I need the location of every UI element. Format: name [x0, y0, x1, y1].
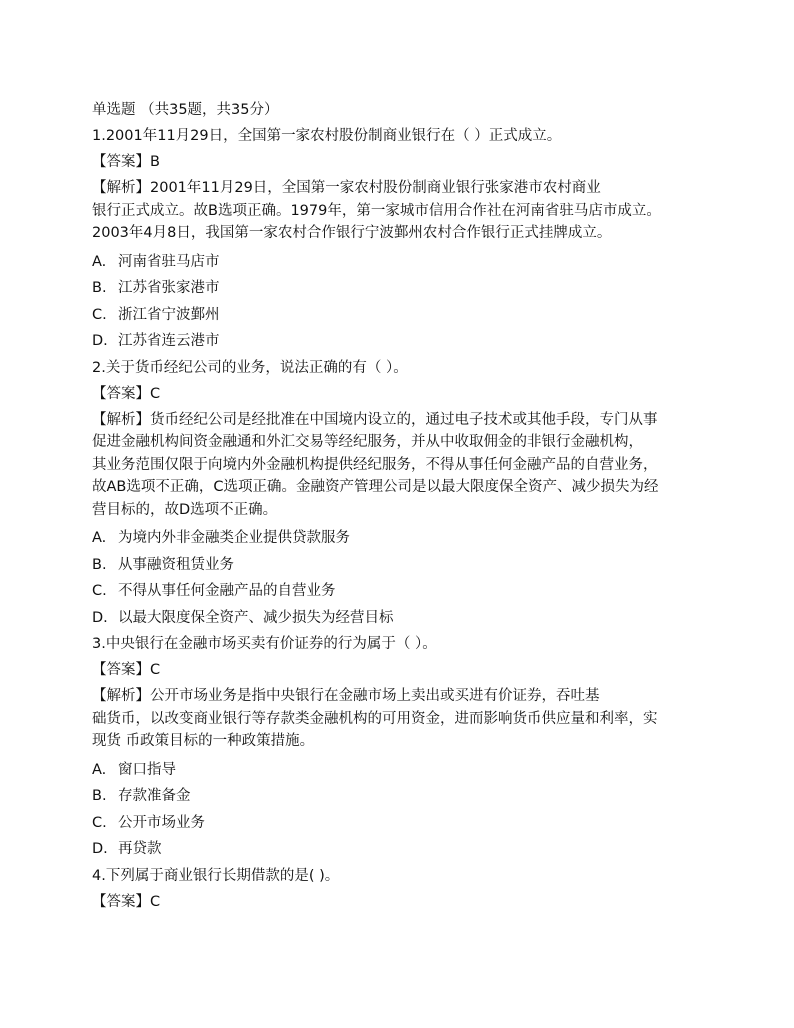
option-a	[92, 757, 712, 784]
answer-value: C	[150, 662, 161, 678]
option-a	[92, 249, 712, 276]
answer-line	[92, 657, 712, 683]
option-letter: B.	[92, 556, 107, 573]
answer-line	[92, 889, 712, 915]
option-text: 不得从事任何金融产品的自营业务	[118, 583, 336, 599]
option-letter: D.	[92, 841, 108, 857]
question-stem: 4.下列属于商业银行长期借款的是( )。	[92, 867, 340, 884]
question-stem: 3.中央银行在金融市场买卖有价证券的行为属于（ ）。	[92, 636, 437, 652]
answer-value: B	[150, 154, 160, 170]
analysis-line: 【解析】货币经纪公司是经批准在中国境内设立的，通过电子技术或其他手段，专门从事	[92, 411, 658, 428]
option-c	[92, 810, 712, 837]
analysis-line: 现货 币政策目标的一种政策措施。	[92, 733, 315, 749]
option-letter: A.	[92, 761, 107, 778]
answer-tag: 【答案】	[92, 662, 150, 678]
option-letter: D.	[92, 609, 108, 626]
analysis-line: 故AB选项不正确，C选项正确。金融资产管理公司是以最大限度保全资产、减少损失为经	[92, 479, 659, 495]
answer-tag: 【答案】	[92, 893, 150, 910]
analysis-line: 2003年4月8日，我国第一家农村合作银行宁波鄞州农村合作银行正式挂牌成立。	[92, 225, 612, 241]
answer-tag: 【答案】	[92, 385, 150, 402]
option-letter: C.	[92, 583, 107, 599]
answer-value: C	[150, 385, 161, 402]
analysis-block	[92, 683, 712, 757]
option-b	[92, 783, 712, 810]
option-letter: D.	[92, 333, 108, 349]
analysis-line: 银行正式成立。故B选项正确。1979年，第一家城市信用合作社在河南省驻马店市成立。	[92, 202, 661, 219]
analysis-tag: 【解析】	[92, 180, 150, 196]
option-d	[92, 836, 712, 863]
analysis-line: 营目标的，故D选项不正确。	[92, 501, 278, 518]
document-page	[92, 97, 712, 915]
analysis-line: 【解析】公开市场业务是指中央银行在金融市场上卖出或买进有价证券，吞吐基	[92, 688, 600, 704]
analysis-line: 础货币，以改变商业银行等存款类金融机构的可用资金，进而影响货币供应量和利率，实	[92, 710, 658, 727]
option-text: 窗口指导	[118, 761, 176, 778]
option-text: 河南省驻马店市	[118, 253, 220, 270]
option-text: 江苏省张家港市	[118, 280, 220, 296]
option-c	[92, 302, 712, 329]
option-b	[92, 552, 712, 579]
analysis-tag: 【解析】	[92, 411, 150, 428]
answer-line	[92, 381, 712, 407]
question-stem: 2.关于货币经纪公司的业务，说法正确的有（ ）。	[92, 359, 408, 376]
analysis-block	[92, 407, 712, 526]
question-2	[92, 355, 712, 632]
option-letter: A.	[92, 253, 107, 270]
option-text: 从事融资租赁业务	[118, 556, 234, 573]
question-1	[92, 123, 712, 355]
answer-value: C	[150, 893, 161, 910]
option-d	[92, 605, 712, 632]
option-c	[92, 578, 712, 605]
answer-line	[92, 149, 712, 175]
option-text: 浙江省宁波鄞州	[118, 306, 220, 323]
question-4	[92, 863, 712, 915]
option-letter: C.	[92, 306, 107, 323]
analysis-line: 其业务范围仅限于向境内外金融机构提供经纪服务，不得从事任何金融产品的自营业务，	[92, 456, 658, 473]
section-title: 单选题 （共35题，共35分）	[92, 102, 279, 118]
option-text: 以最大限度保全资产、减少损失为经营目标	[118, 609, 394, 626]
option-text: 公开市场业务	[118, 814, 205, 831]
analysis-line: 【解析】2001年11月29日，全国第一家农村股份制商业银行张家港市农村商业	[92, 180, 601, 196]
option-a	[92, 525, 712, 552]
option-letter: A.	[92, 530, 107, 546]
analysis-line: 促进金融机构间资金融通和外汇交易等经纪服务，并从中收取佣金的非银行金融机构，	[92, 434, 643, 450]
option-text: 江苏省连云港市	[118, 333, 220, 349]
analysis-block	[92, 175, 712, 249]
option-letter: C.	[92, 814, 107, 831]
option-letter: B.	[92, 788, 107, 804]
question-3	[92, 631, 712, 863]
option-b	[92, 275, 712, 302]
option-text: 再贷款	[118, 841, 162, 857]
option-letter: B.	[92, 280, 107, 296]
answer-tag: 【答案】	[92, 154, 150, 170]
analysis-tag: 【解析】	[92, 688, 150, 704]
option-text: 为境内外非金融类企业提供贷款服务	[118, 530, 350, 546]
option-text: 存款准备金	[118, 788, 191, 804]
option-d	[92, 328, 712, 355]
question-stem: 1.2001年11月29日，全国第一家农村股份制商业银行在（ ）正式成立。	[92, 128, 562, 144]
